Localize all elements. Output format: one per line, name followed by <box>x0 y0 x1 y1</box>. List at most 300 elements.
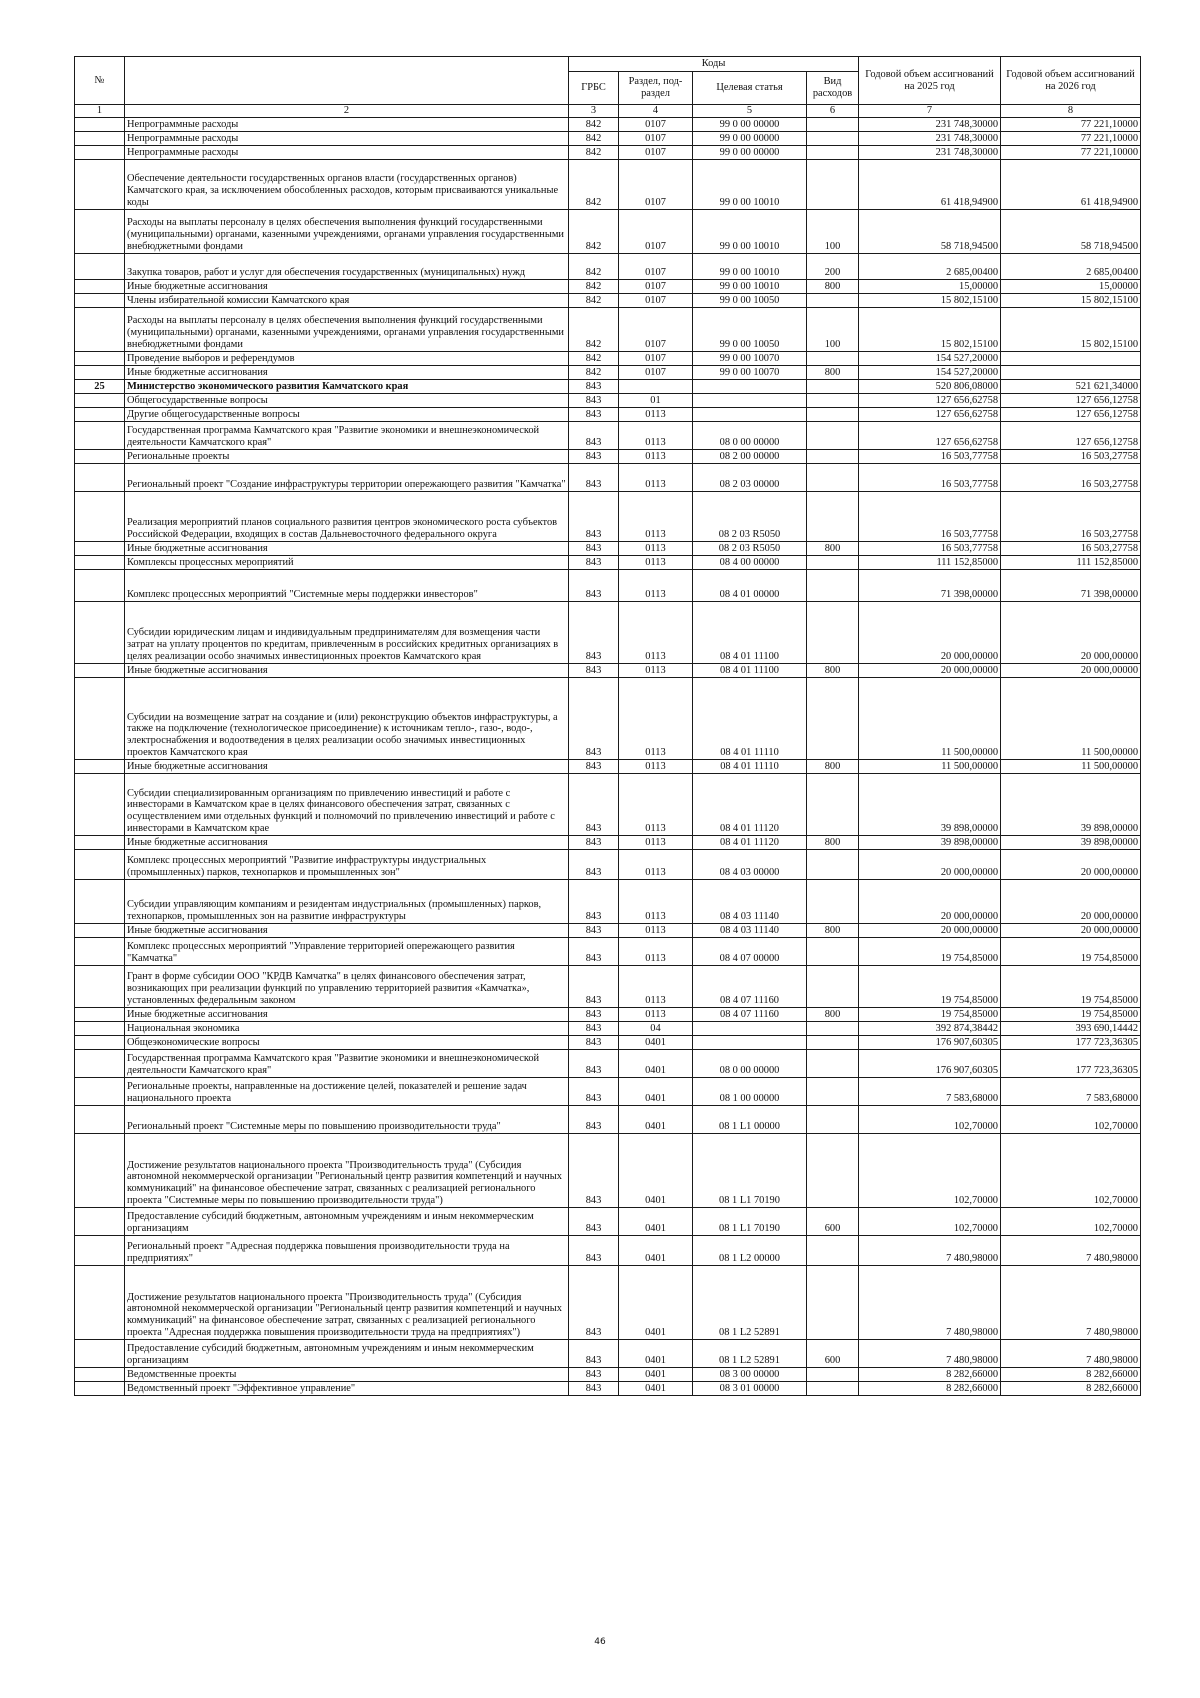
target-article-cell <box>693 393 807 407</box>
table-row <box>75 279 1141 293</box>
row-number-cell <box>75 491 125 541</box>
table-row <box>75 407 1141 421</box>
table-row <box>75 663 1141 677</box>
target-article-cell: 08 4 01 11110 <box>693 677 807 759</box>
expense-name-cell: Реализация мероприятий планов социального развития центров экономического роста субъектов Российской Федерации, входящих в состав Дальневосточного федерального округа <box>125 491 569 541</box>
expense-type-cell: 800 <box>807 365 859 379</box>
expense-type-cell <box>807 569 859 601</box>
table-row <box>75 463 1141 491</box>
grbs-code-cell: 842 <box>569 279 619 293</box>
expense-type-cell <box>807 407 859 421</box>
column-number: 7 <box>859 105 1001 118</box>
volume-2025-cell: 2 685,00400 <box>859 253 1001 279</box>
table-row <box>75 131 1141 145</box>
target-article-cell: 99 0 00 10010 <box>693 253 807 279</box>
volume-2025-cell: 19 754,85000 <box>859 937 1001 965</box>
expense-name-cell: Непрограммные расходы <box>125 131 569 145</box>
volume-2025-cell: 520 806,08000 <box>859 379 1001 393</box>
target-article-cell: 99 0 00 10010 <box>693 279 807 293</box>
expense-name-cell: Расходы на выплаты персоналу в целях обеспечения выполнения функций государственными (муниципальными) органами, казенными учреждениями, органами управления государственными внебюджетными фондами <box>125 209 569 253</box>
section-code-cell: 0107 <box>619 117 693 131</box>
grbs-code-cell: 843 <box>569 407 619 421</box>
expense-type-cell <box>807 491 859 541</box>
expense-name-cell: Закупка товаров, работ и услуг для обеспечения государственных (муниципальных) нужд <box>125 253 569 279</box>
volume-2025-cell: 39 898,00000 <box>859 773 1001 835</box>
volume-2026-cell: 20 000,00000 <box>1001 879 1141 923</box>
row-number-cell <box>75 923 125 937</box>
target-article-cell: 08 4 03 11140 <box>693 879 807 923</box>
target-article-cell: 08 4 00 00000 <box>693 555 807 569</box>
volume-2026-cell: 127 656,12758 <box>1001 393 1141 407</box>
volume-2025-cell: 154 527,20000 <box>859 351 1001 365</box>
table-row <box>75 1235 1141 1265</box>
expense-name-cell: Субсидии управляющим компаниям и резидентам индустриальных (промышленных) парков, технопарков, промышленных зон на развитие инфраструктуры <box>125 879 569 923</box>
row-number-cell <box>75 1007 125 1021</box>
volume-2025-cell: 231 748,30000 <box>859 131 1001 145</box>
expense-type-cell <box>807 293 859 307</box>
grbs-code-cell: 842 <box>569 351 619 365</box>
volume-2026-cell: 393 690,14442 <box>1001 1021 1141 1035</box>
row-number-cell <box>75 209 125 253</box>
section-code-cell: 0113 <box>619 759 693 773</box>
volume-2025-cell: 16 503,77758 <box>859 449 1001 463</box>
header-grbs: ГРБС <box>569 72 619 105</box>
section-code-cell: 0107 <box>619 351 693 365</box>
volume-2025-cell: 16 503,77758 <box>859 541 1001 555</box>
expense-type-cell <box>807 1367 859 1381</box>
table-row <box>75 365 1141 379</box>
table-row <box>75 159 1141 209</box>
grbs-code-cell: 843 <box>569 541 619 555</box>
table-row <box>75 541 1141 555</box>
volume-2026-cell: 19 754,85000 <box>1001 965 1141 1007</box>
volume-2025-cell: 16 503,77758 <box>859 491 1001 541</box>
expense-type-cell <box>807 1105 859 1133</box>
target-article-cell: 99 0 00 10070 <box>693 351 807 365</box>
expense-name-cell: Проведение выборов и референдумов <box>125 351 569 365</box>
volume-2025-cell: 102,70000 <box>859 1133 1001 1207</box>
row-number-cell <box>75 393 125 407</box>
volume-2026-cell: 7 480,98000 <box>1001 1265 1141 1339</box>
volume-2026-cell: 177 723,36305 <box>1001 1049 1141 1077</box>
expense-name-cell: Региональные проекты, направленные на достижение целей, показателей и решение задач национального проекта <box>125 1077 569 1105</box>
grbs-code-cell: 843 <box>569 677 619 759</box>
table-row <box>75 1381 1141 1395</box>
target-article-cell: 08 0 00 00000 <box>693 1049 807 1077</box>
expense-type-cell: 800 <box>807 279 859 293</box>
volume-2026-cell <box>1001 351 1141 365</box>
table-row <box>75 1007 1141 1021</box>
grbs-code-cell: 842 <box>569 209 619 253</box>
section-code-cell: 0107 <box>619 209 693 253</box>
grbs-code-cell: 843 <box>569 1381 619 1395</box>
expense-name-cell: Ведомственные проекты <box>125 1367 569 1381</box>
budget-sheet <box>74 56 1140 1396</box>
volume-2026-cell: 521 621,34000 <box>1001 379 1141 393</box>
row-number-cell <box>75 1049 125 1077</box>
expense-name-cell: Общегосударственные вопросы <box>125 393 569 407</box>
grbs-code-cell: 842 <box>569 117 619 131</box>
target-article-cell: 99 0 00 10050 <box>693 307 807 351</box>
row-number-cell <box>75 279 125 293</box>
table-row <box>75 1133 1141 1207</box>
volume-2026-cell: 11 500,00000 <box>1001 677 1141 759</box>
target-article-cell: 08 1 L1 70190 <box>693 1133 807 1207</box>
table-row <box>75 145 1141 159</box>
section-code-cell: 0113 <box>619 835 693 849</box>
header-codes: Коды <box>569 57 859 72</box>
expense-name-cell: Предоставление субсидий бюджетным, автономным учреждениям и иным некоммерческим организациям <box>125 1207 569 1235</box>
table-row <box>75 1049 1141 1077</box>
target-article-cell: 08 1 L1 00000 <box>693 1105 807 1133</box>
volume-2026-cell: 7 583,68000 <box>1001 1077 1141 1105</box>
target-article-cell: 08 1 L2 52891 <box>693 1339 807 1367</box>
expense-type-cell <box>807 1077 859 1105</box>
expense-name-cell: Грант в форме субсидии ООО "КРДВ Камчатка" в целях финансового обеспечения затрат, возникающих при реализации функций по управлению территорией развития «Камчатка», установленных федеральным законом <box>125 965 569 1007</box>
row-number-cell <box>75 879 125 923</box>
row-number-cell <box>75 351 125 365</box>
volume-2026-cell: 127 656,12758 <box>1001 421 1141 449</box>
row-number-cell <box>75 159 125 209</box>
grbs-code-cell: 842 <box>569 307 619 351</box>
row-number-cell <box>75 131 125 145</box>
volume-2026-cell: 39 898,00000 <box>1001 835 1141 849</box>
target-article-cell: 08 2 00 00000 <box>693 449 807 463</box>
table-row <box>75 773 1141 835</box>
grbs-code-cell: 843 <box>569 393 619 407</box>
section-code-cell: 0113 <box>619 677 693 759</box>
volume-2025-cell: 11 500,00000 <box>859 759 1001 773</box>
expense-type-cell: 200 <box>807 253 859 279</box>
grbs-code-cell: 843 <box>569 835 619 849</box>
grbs-code-cell: 843 <box>569 491 619 541</box>
row-number-cell <box>75 849 125 879</box>
section-code-cell: 0107 <box>619 145 693 159</box>
grbs-code-cell: 843 <box>569 1049 619 1077</box>
expense-type-cell: 800 <box>807 835 859 849</box>
volume-2025-cell: 127 656,62758 <box>859 421 1001 449</box>
table-row <box>75 253 1141 279</box>
row-number-cell <box>75 1367 125 1381</box>
section-code-cell: 0113 <box>619 421 693 449</box>
volume-2025-cell: 8 282,66000 <box>859 1367 1001 1381</box>
expense-name-cell: Субсидии на возмещение затрат на создание и (или) реконструкцию объектов инфраструктуры, а также на подключение (технологическое присоединение) к источникам тепло-, газо-, водо-, электроснабжения и водоотведения в целях реализации особо значимых инвестиционных проектов Камчатского края <box>125 677 569 759</box>
row-number-cell <box>75 421 125 449</box>
volume-2026-cell: 20 000,00000 <box>1001 663 1141 677</box>
section-code-cell: 0107 <box>619 279 693 293</box>
target-article-cell: 99 0 00 10070 <box>693 365 807 379</box>
expense-type-cell <box>807 965 859 1007</box>
row-number-cell <box>75 407 125 421</box>
table-row <box>75 879 1141 923</box>
section-code-cell: 0401 <box>619 1265 693 1339</box>
volume-2026-cell: 111 152,85000 <box>1001 555 1141 569</box>
grbs-code-cell: 842 <box>569 293 619 307</box>
expense-type-cell <box>807 1035 859 1049</box>
row-number-cell <box>75 1381 125 1395</box>
expense-type-cell <box>807 351 859 365</box>
section-code-cell: 0401 <box>619 1077 693 1105</box>
column-number-row <box>75 105 1141 118</box>
section-code-cell: 0401 <box>619 1235 693 1265</box>
page-number: 46 <box>594 1637 606 1647</box>
section-code-cell: 0113 <box>619 541 693 555</box>
section-code-cell: 0113 <box>619 849 693 879</box>
expense-name-cell: Обеспечение деятельности государственных органов власти (государственных органов) Камчатского края, за исключением обособленных расходов, которым присваиваются уникальные коды <box>125 159 569 209</box>
row-number-cell <box>75 555 125 569</box>
grbs-code-cell: 843 <box>569 601 619 663</box>
expense-name-cell: Иные бюджетные ассигнования <box>125 541 569 555</box>
target-article-cell: 08 2 03 R5050 <box>693 541 807 555</box>
row-number-cell <box>75 569 125 601</box>
table-row <box>75 601 1141 663</box>
grbs-code-cell: 842 <box>569 131 619 145</box>
expense-type-cell: 800 <box>807 663 859 677</box>
target-article-cell: 08 4 03 11140 <box>693 923 807 937</box>
volume-2025-cell: 7 583,68000 <box>859 1077 1001 1105</box>
expense-type-cell <box>807 393 859 407</box>
row-number-cell <box>75 1265 125 1339</box>
row-number-cell <box>75 365 125 379</box>
table-row <box>75 293 1141 307</box>
expense-type-cell <box>807 1133 859 1207</box>
header-volume-2026: Годовой объем ассигнований на 2026 год <box>1001 57 1141 105</box>
expense-name-cell: Региональные проекты <box>125 449 569 463</box>
volume-2026-cell: 77 221,10000 <box>1001 131 1141 145</box>
section-code-cell: 0401 <box>619 1049 693 1077</box>
row-number-cell <box>75 463 125 491</box>
grbs-code-cell: 843 <box>569 849 619 879</box>
expense-name-cell: Иные бюджетные ассигнования <box>125 365 569 379</box>
row-number-cell <box>75 1235 125 1265</box>
table-row <box>75 1021 1141 1035</box>
target-article-cell: 08 1 L2 00000 <box>693 1235 807 1265</box>
target-article-cell: 08 4 01 00000 <box>693 569 807 601</box>
expense-name-cell: Региональный проект "Создание инфраструктуры территории опережающего развития "Камчатка" <box>125 463 569 491</box>
section-code-cell: 0107 <box>619 307 693 351</box>
volume-2026-cell: 20 000,00000 <box>1001 923 1141 937</box>
table-row <box>75 379 1141 393</box>
row-number-cell <box>75 759 125 773</box>
expense-name-cell: Комплекс процессных мероприятий "Управление территорией опережающего развития "Камчатка" <box>125 937 569 965</box>
volume-2026-cell: 2 685,00400 <box>1001 253 1141 279</box>
section-code-cell: 0113 <box>619 1007 693 1021</box>
section-code-cell: 0401 <box>619 1035 693 1049</box>
grbs-code-cell: 843 <box>569 923 619 937</box>
row-number-cell <box>75 253 125 279</box>
volume-2025-cell: 61 418,94900 <box>859 159 1001 209</box>
expense-type-cell <box>807 131 859 145</box>
volume-2026-cell: 16 503,27758 <box>1001 463 1141 491</box>
volume-2026-cell: 8 282,66000 <box>1001 1367 1141 1381</box>
volume-2026-cell: 11 500,00000 <box>1001 759 1141 773</box>
expense-name-cell: Иные бюджетные ассигнования <box>125 759 569 773</box>
row-number-cell <box>75 541 125 555</box>
table-row <box>75 965 1141 1007</box>
section-code-cell: 0113 <box>619 663 693 677</box>
target-article-cell: 08 3 00 00000 <box>693 1367 807 1381</box>
target-article-cell: 99 0 00 10010 <box>693 209 807 253</box>
target-article-cell: 99 0 00 10050 <box>693 293 807 307</box>
expense-name-cell: Государственная программа Камчатского края "Развитие экономики и внешнеэкономической деятельности Камчатского края" <box>125 421 569 449</box>
expense-type-cell: 800 <box>807 1007 859 1021</box>
grbs-code-cell: 843 <box>569 773 619 835</box>
section-code-cell: 0401 <box>619 1207 693 1235</box>
grbs-code-cell: 843 <box>569 449 619 463</box>
header-target-article: Целевая статья <box>693 72 807 105</box>
expense-name-cell: Непрограммные расходы <box>125 117 569 131</box>
volume-2025-cell: 71 398,00000 <box>859 569 1001 601</box>
expense-type-cell <box>807 849 859 879</box>
expense-name-cell: Комплекс процессных мероприятий "Развитие инфраструктуры индустриальных (промышленных) парков, технопарков и промышленных зон" <box>125 849 569 879</box>
grbs-code-cell: 843 <box>569 569 619 601</box>
row-number-cell <box>75 1133 125 1207</box>
grbs-code-cell: 843 <box>569 1035 619 1049</box>
expense-type-cell <box>807 773 859 835</box>
volume-2025-cell: 15,00000 <box>859 279 1001 293</box>
grbs-code-cell: 842 <box>569 365 619 379</box>
section-code-cell: 0113 <box>619 407 693 421</box>
table-row <box>75 117 1141 131</box>
grbs-code-cell: 843 <box>569 879 619 923</box>
target-article-cell: 08 2 03 00000 <box>693 463 807 491</box>
grbs-code-cell: 843 <box>569 555 619 569</box>
section-code-cell: 0107 <box>619 293 693 307</box>
row-number-cell <box>75 1035 125 1049</box>
section-code-cell: 0113 <box>619 879 693 923</box>
table-row <box>75 677 1141 759</box>
grbs-code-cell: 843 <box>569 1235 619 1265</box>
volume-2025-cell: 154 527,20000 <box>859 365 1001 379</box>
expense-type-cell <box>807 421 859 449</box>
grbs-code-cell: 843 <box>569 1207 619 1235</box>
grbs-code-cell: 843 <box>569 1133 619 1207</box>
grbs-code-cell: 842 <box>569 253 619 279</box>
target-article-cell: 08 4 07 11160 <box>693 965 807 1007</box>
grbs-code-cell: 843 <box>569 1367 619 1381</box>
expense-type-cell <box>807 1235 859 1265</box>
expense-type-cell <box>807 879 859 923</box>
expense-type-cell <box>807 1265 859 1339</box>
volume-2026-cell: 71 398,00000 <box>1001 569 1141 601</box>
volume-2026-cell: 177 723,36305 <box>1001 1035 1141 1049</box>
target-article-cell: 08 1 L1 70190 <box>693 1207 807 1235</box>
target-article-cell <box>693 407 807 421</box>
volume-2025-cell: 102,70000 <box>859 1105 1001 1133</box>
volume-2026-cell: 16 503,27758 <box>1001 541 1141 555</box>
volume-2026-cell: 77 221,10000 <box>1001 145 1141 159</box>
target-article-cell: 99 0 00 00000 <box>693 117 807 131</box>
volume-2026-cell: 58 718,94500 <box>1001 209 1141 253</box>
row-number-cell <box>75 663 125 677</box>
volume-2026-cell: 20 000,00000 <box>1001 849 1141 879</box>
target-article-cell: 08 4 01 11110 <box>693 759 807 773</box>
header-no: № <box>75 57 125 105</box>
section-code-cell: 0107 <box>619 365 693 379</box>
volume-2026-cell: 20 000,00000 <box>1001 601 1141 663</box>
expense-name-cell: Достижение результатов национального проекта "Производительность труда" (Субсидия автономной некоммерческой организации "Региональный центр развития компетенций и научных коммуникаций" на финансовое обеспечение затрат, связанных с реализацией регионального проекта "Системные меры по повышению производительности труда") <box>125 1133 569 1207</box>
volume-2025-cell: 20 000,00000 <box>859 663 1001 677</box>
volume-2026-cell: 7 480,98000 <box>1001 1339 1141 1367</box>
expense-type-cell <box>807 1049 859 1077</box>
volume-2026-cell: 77 221,10000 <box>1001 117 1141 131</box>
table-row <box>75 421 1141 449</box>
volume-2026-cell: 102,70000 <box>1001 1207 1141 1235</box>
target-article-cell: 08 4 01 11100 <box>693 663 807 677</box>
table-row <box>75 937 1141 965</box>
header-expense-type: Вид расходов <box>807 72 859 105</box>
section-code-cell: 0401 <box>619 1339 693 1367</box>
grbs-code-cell: 843 <box>569 1339 619 1367</box>
section-code-cell <box>619 379 693 393</box>
volume-2025-cell: 7 480,98000 <box>859 1265 1001 1339</box>
table-row <box>75 555 1141 569</box>
row-number-cell <box>75 773 125 835</box>
grbs-code-cell: 843 <box>569 463 619 491</box>
expense-type-cell <box>807 601 859 663</box>
table-row <box>75 307 1141 351</box>
target-article-cell <box>693 1035 807 1049</box>
row-number-cell <box>75 1077 125 1105</box>
target-article-cell: 08 3 01 00000 <box>693 1381 807 1395</box>
expense-name-cell: Национальная экономика <box>125 1021 569 1035</box>
volume-2026-cell: 8 282,66000 <box>1001 1381 1141 1395</box>
header-name <box>125 57 569 105</box>
volume-2025-cell: 231 748,30000 <box>859 117 1001 131</box>
expense-name-cell: Государственная программа Камчатского края "Развитие экономики и внешнеэкономической деятельности Камчатского края" <box>125 1049 569 1077</box>
volume-2025-cell: 7 480,98000 <box>859 1339 1001 1367</box>
expense-type-cell <box>807 379 859 393</box>
table-row <box>75 923 1141 937</box>
grbs-code-cell: 842 <box>569 159 619 209</box>
table-row <box>75 569 1141 601</box>
target-article-cell <box>693 379 807 393</box>
expense-name-cell: Общеэкономические вопросы <box>125 1035 569 1049</box>
volume-2026-cell: 102,70000 <box>1001 1105 1141 1133</box>
grbs-code-cell: 843 <box>569 759 619 773</box>
section-code-cell: 0113 <box>619 965 693 1007</box>
volume-2025-cell: 11 500,00000 <box>859 677 1001 759</box>
expense-type-cell: 600 <box>807 1339 859 1367</box>
target-article-cell: 08 4 07 00000 <box>693 937 807 965</box>
expense-name-cell: Ведомственный проект "Эффективное управление" <box>125 1381 569 1395</box>
grbs-code-cell: 843 <box>569 1105 619 1133</box>
volume-2025-cell: 392 874,38442 <box>859 1021 1001 1035</box>
row-number-cell: 25 <box>75 379 125 393</box>
section-code-cell: 0113 <box>619 923 693 937</box>
grbs-code-cell: 843 <box>569 1077 619 1105</box>
section-code-cell: 0401 <box>619 1133 693 1207</box>
table-row <box>75 1105 1141 1133</box>
grbs-code-cell: 843 <box>569 421 619 449</box>
expense-type-cell <box>807 1381 859 1395</box>
expense-name-cell: Министерство экономического развития Камчатского края <box>125 379 569 393</box>
column-number: 6 <box>807 105 859 118</box>
volume-2026-cell <box>1001 365 1141 379</box>
expense-name-cell: Региональный проект "Системные меры по повышению производительности труда" <box>125 1105 569 1133</box>
section-code-cell: 0401 <box>619 1367 693 1381</box>
expense-type-cell <box>807 937 859 965</box>
row-number-cell <box>75 145 125 159</box>
table-row <box>75 209 1141 253</box>
grbs-code-cell: 843 <box>569 937 619 965</box>
header-volume-2025: Годовой объем ассигнований на 2025 год <box>859 57 1001 105</box>
volume-2025-cell: 15 802,15100 <box>859 293 1001 307</box>
target-article-cell: 08 2 03 R5050 <box>693 491 807 541</box>
grbs-code-cell: 843 <box>569 1265 619 1339</box>
section-code-cell: 0113 <box>619 491 693 541</box>
volume-2026-cell: 15,00000 <box>1001 279 1141 293</box>
